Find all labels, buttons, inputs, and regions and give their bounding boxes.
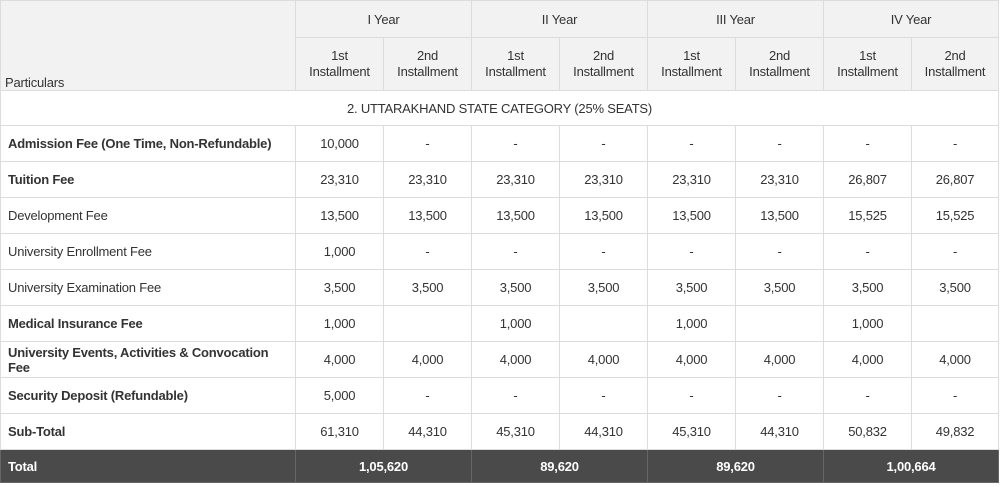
fee-cell: - [912,126,999,162]
fee-cell: 23,310 [560,162,648,198]
fee-cell: 23,310 [736,162,824,198]
year-header-row [1,1,999,38]
year-header-4: IV Year [824,1,999,38]
installment-header [648,38,736,91]
fee-cell: 44,310 [560,414,648,450]
fee-cell: 1,000 [824,306,912,342]
installment-header [560,38,648,91]
installment-header [384,38,472,91]
fee-cell: - [912,234,999,270]
fee-cell: 13,500 [648,198,736,234]
fee-cell: 50,832 [824,414,912,450]
fee-cell: - [384,126,472,162]
fee-cell: 26,807 [824,162,912,198]
fee-cell: 3,500 [824,270,912,306]
fee-cell: 23,310 [472,162,560,198]
row-label: Medical Insurance Fee [1,306,296,342]
table-row [1,306,999,342]
fee-cell: - [472,126,560,162]
row-label: University Examination Fee [1,270,296,306]
installment-word: Installment [309,64,370,79]
fee-cell: 3,500 [736,270,824,306]
fee-cell: 49,832 [912,414,999,450]
fee-cell: 61,310 [296,414,384,450]
fee-cell: - [912,378,999,414]
fee-cell: 4,000 [472,342,560,378]
fee-cell: 13,500 [472,198,560,234]
fee-cell: - [736,234,824,270]
fee-cell: 1,000 [472,306,560,342]
fee-cell: - [560,234,648,270]
fee-cell: 4,000 [384,342,472,378]
fee-cell: 3,500 [384,270,472,306]
table-row [1,162,999,198]
fee-cell: 4,000 [296,342,384,378]
installment-word: Installment [661,64,722,79]
fee-cell: - [560,126,648,162]
total-cell: 89,620 [648,450,824,483]
fee-cell: 10,000 [296,126,384,162]
fee-cell: 23,310 [384,162,472,198]
installment-word: Installment [837,64,898,79]
table-row [1,414,999,450]
table-row [1,126,999,162]
table-row [1,270,999,306]
fee-cell: 13,500 [736,198,824,234]
fee-cell: 3,500 [296,270,384,306]
fee-cell: 13,500 [384,198,472,234]
row-label: Sub-Total [1,414,296,450]
installment-number: 1st [859,48,876,63]
fee-cell: - [384,234,472,270]
fee-cell: - [824,126,912,162]
installment-number: 2nd [768,48,791,63]
fee-cell: 4,000 [912,342,999,378]
fee-cell: 45,310 [472,414,560,450]
total-cell: 1,05,620 [296,450,472,483]
fee-cell: - [472,234,560,270]
year-header-1: I Year [296,1,472,38]
total-cell: 89,620 [472,450,648,483]
fee-cell: - [560,378,648,414]
table-row [1,198,999,234]
fee-cell: - [648,126,736,162]
fee-cell: 3,500 [912,270,999,306]
row-label: Admission Fee (One Time, Non-Refundable) [1,126,296,162]
fee-cell: 23,310 [296,162,384,198]
row-label: University Enrollment Fee [1,234,296,270]
fee-cell: 45,310 [648,414,736,450]
fee-cell: 15,525 [912,198,999,234]
fee-cell: 4,000 [736,342,824,378]
table-row [1,378,999,414]
installment-word: Installment [924,64,986,79]
installment-word: Installment [573,64,634,79]
fee-cell: - [648,234,736,270]
fee-cell: 15,525 [824,198,912,234]
fee-cell: 1,000 [648,306,736,342]
fee-cell: 44,310 [736,414,824,450]
fee-cell: 1,000 [296,306,384,342]
installment-header [736,38,824,91]
fee-cell: 3,500 [472,270,560,306]
fee-cell: 5,000 [296,378,384,414]
fee-cell: - [736,126,824,162]
year-header-3: III Year [648,1,824,38]
total-row [1,450,999,483]
total-label: Total [1,450,296,483]
row-label: Development Fee [1,198,296,234]
fee-cell [736,306,824,342]
installment-number: 1st [507,48,524,63]
fee-cell: - [736,378,824,414]
fee-cell: 44,310 [384,414,472,450]
table-row [1,234,999,270]
particulars-header: Particulars [1,1,296,91]
fee-cell: - [472,378,560,414]
fee-cell: - [824,378,912,414]
fee-cell: 23,310 [648,162,736,198]
installment-number: 1st [331,48,348,63]
category-label: 2. UTTARAKHAND STATE CATEGORY (25% SEATS) [1,91,999,126]
installment-number: 2nd [592,48,615,63]
fee-cell: - [824,234,912,270]
table-row [1,342,999,378]
fee-cell: 26,807 [912,162,999,198]
installment-header [296,38,384,91]
installment-number: 1st [683,48,700,63]
year-header-2: II Year [472,1,648,38]
fee-cell [384,306,472,342]
fee-cell: 4,000 [824,342,912,378]
total-cell: 1,00,664 [824,450,999,483]
fee-cell: 1,000 [296,234,384,270]
installment-number: 2nd [416,48,439,63]
installment-word: Installment [485,64,546,79]
row-label: University Events, Activities & Convocation Fee [1,342,296,378]
fee-cell: 4,000 [648,342,736,378]
fee-cell [560,306,648,342]
installment-header [824,38,912,91]
fee-cell: 13,500 [296,198,384,234]
installment-word: Installment [749,64,810,79]
installment-number: 2nd [944,48,966,63]
fee-cell [912,306,999,342]
fee-cell: 3,500 [648,270,736,306]
fee-cell: - [384,378,472,414]
installment-header [912,38,999,91]
installment-word: Installment [397,64,458,79]
fee-cell: 3,500 [560,270,648,306]
row-label: Tuition Fee [1,162,296,198]
fee-cell: 4,000 [560,342,648,378]
row-label: Security Deposit (Refundable) [1,378,296,414]
fee-cell: - [648,378,736,414]
category-row [1,91,999,126]
fee-cell: 13,500 [560,198,648,234]
installment-header [472,38,560,91]
